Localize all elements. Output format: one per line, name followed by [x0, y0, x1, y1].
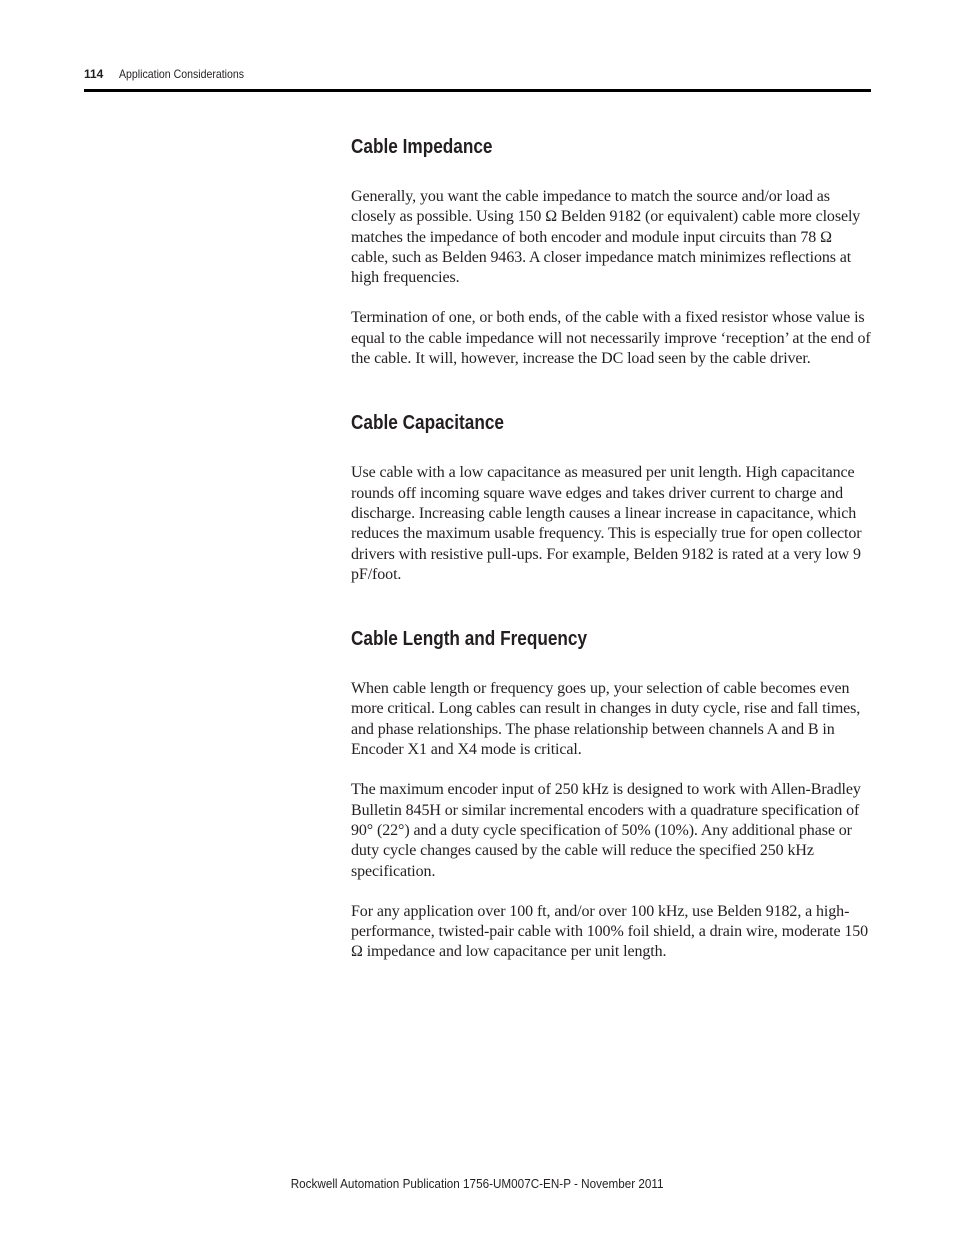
- running-header: [84, 66, 871, 84]
- page-body: [351, 134, 871, 983]
- section-heading: Cable Length and Frequency: [351, 628, 588, 651]
- paragraph: The maximum encoder input of 250 kHz is designed to work with Allen-Bradley Bulletin 845H or similar incremental encoders with a quadrature specification of 90° (22°) and a duty cycle specification of 50% (10%). Any additional phase or duty cycle changes caused by the cable will reduce the specified 250 kHz specification.: [351, 781, 861, 880]
- paragraph: Generally, you want the cable impedance to match the source and/or load as closely as possible. Using 150 Ω Belden 9182 (or equivalent) cable more closely matches the impedance of both encoder and module input circuits than 78 Ω cable, such as Belden 9463. A closer impedance match minimizes reflections at high frequencies.: [351, 188, 861, 287]
- page-footer: [0, 1175, 954, 1193]
- paragraph: When cable length or frequency goes up, your selection of cable becomes even more critical. Long cables can result in changes in duty cycle, rise and fall times, and phase relationships. The phase relationship between channels A and B in Encoder X1 and X4 mode is critical.: [351, 680, 861, 759]
- chapter-title: Application Considerations: [119, 67, 245, 81]
- section-cable-length-frequency: [351, 626, 871, 963]
- paragraph: Use cable with a low capacitance as measured per unit length. High capacitance rounds off incoming square wave edges and takes driver current to charge and discharge. Increasing cable length causes a linear increase in capacitance, which reduces the maximum usable frequency. This is especially true for open collector drivers with resistive pull-ups. For example, Belden 9182 is rated at a very low 9 pF/foot.: [351, 464, 862, 583]
- section-cable-impedance: [351, 134, 871, 369]
- section-heading: Cable Impedance: [351, 136, 493, 158]
- publication-info: Rockwell Automation Publication 1756-UM007C-EN-P - November 2011: [290, 1176, 664, 1191]
- paragraph: Termination of one, or both ends, of the cable with a fixed resistor whose value is equal to the cable impedance will not necessarily improve ‘reception’ at the end of the cable. It will, however, increase the DC load seen by the cable driver.: [351, 309, 871, 368]
- page-number: 114: [84, 67, 104, 81]
- section-cable-capacitance: [351, 410, 871, 585]
- paragraph: For any application over 100 ft, and/or over 100 kHz, use Belden 9182, a high-performance, twisted-pair cable with 100% foil shield, a drain wire, moderate 150 Ω impedance and low capacitance per unit length.: [351, 902, 869, 961]
- header-rule: [84, 89, 871, 92]
- section-heading: Cable Capacitance: [351, 412, 504, 435]
